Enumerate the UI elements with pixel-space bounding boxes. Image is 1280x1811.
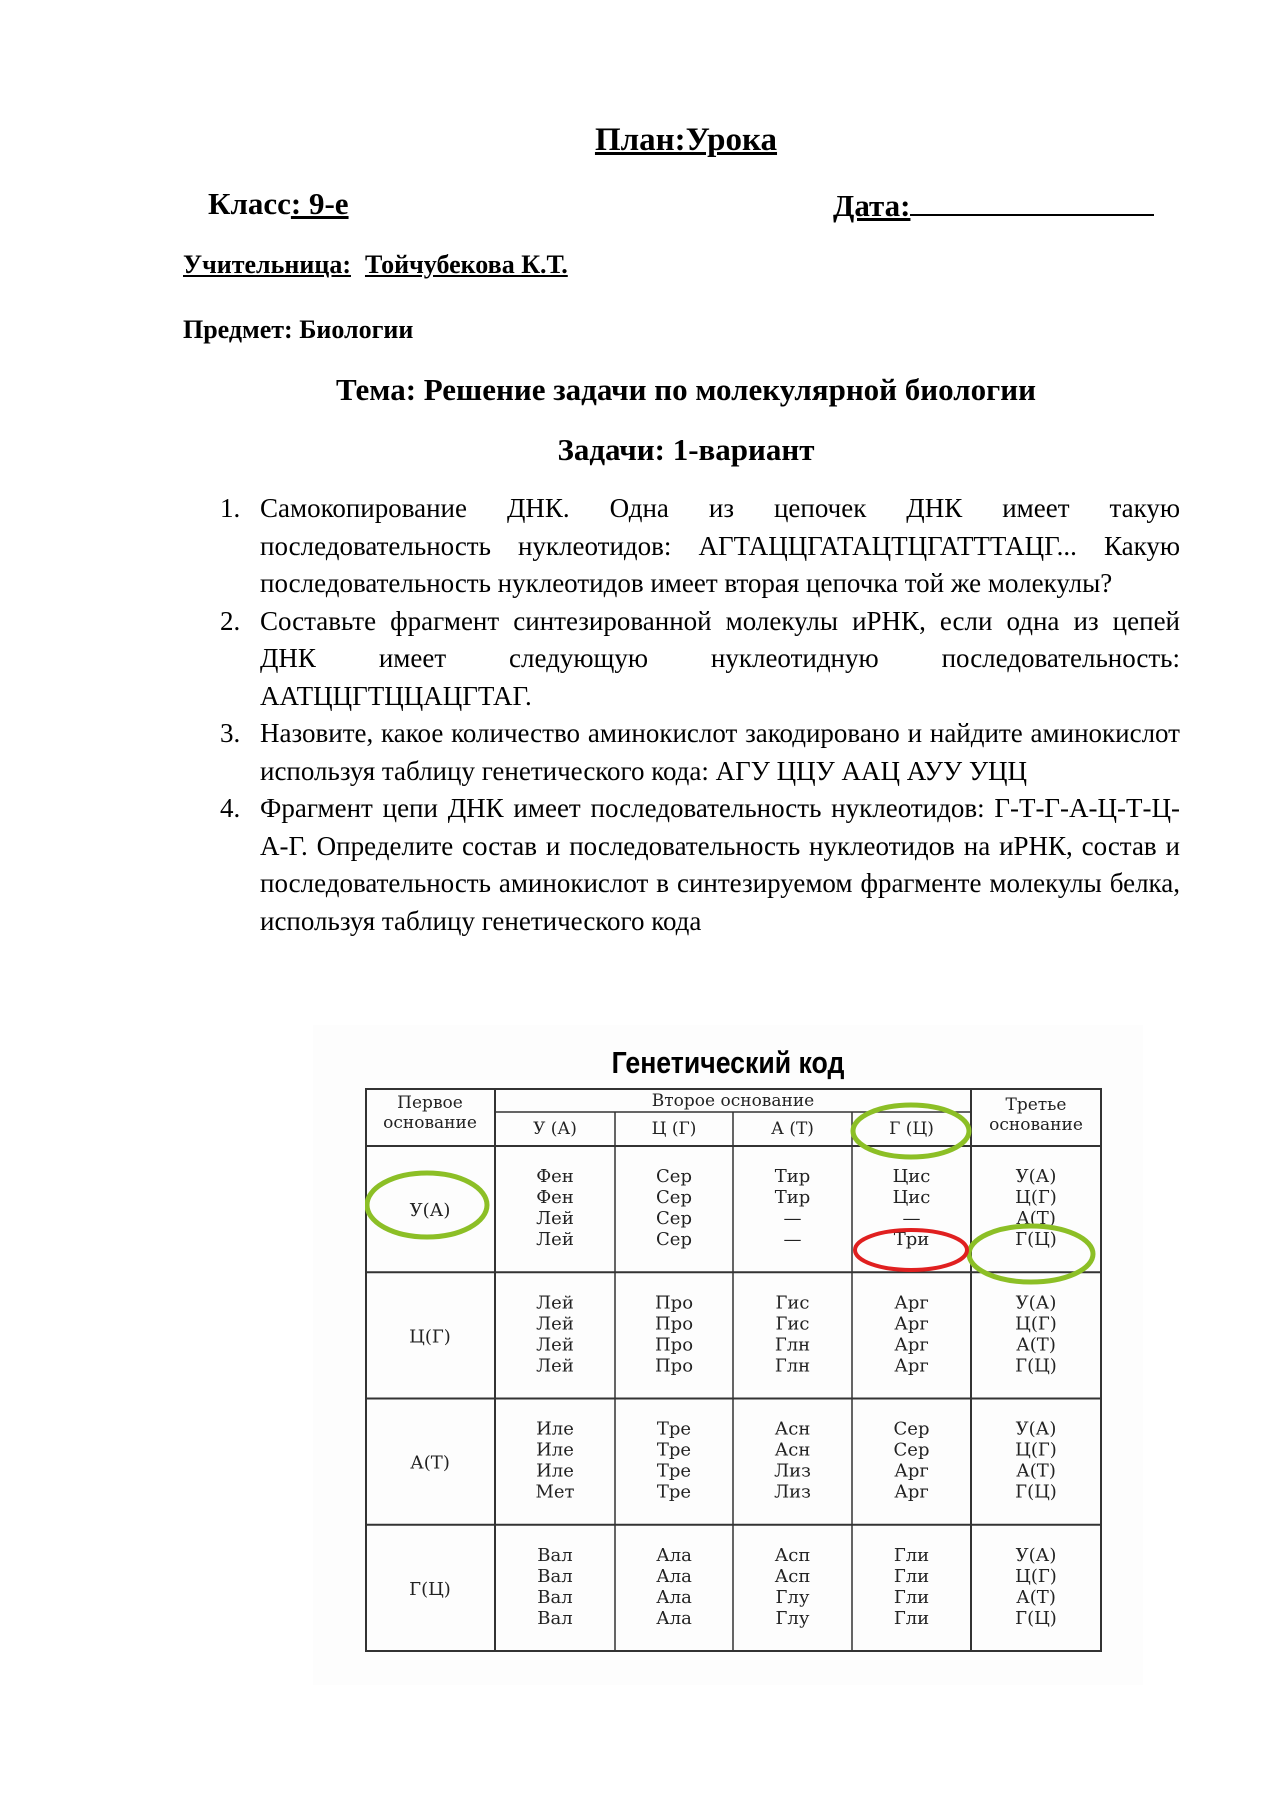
amino-acid-cell: Мет [535, 1481, 575, 1503]
task-number: 3. [220, 718, 241, 748]
amino-acid-cell: Гли [893, 1607, 930, 1629]
amino-acid-cell: Про [654, 1355, 694, 1377]
amino-acid-cell: Глу [775, 1586, 810, 1608]
task-item-4 [220, 790, 1180, 940]
amino-acid-cell: Цис [892, 1166, 931, 1187]
genetic-code-figure [313, 1025, 1143, 1685]
amino-acid-cell: Три [893, 1229, 930, 1250]
amino-acid-cell: Фен [536, 1187, 574, 1208]
task-text: Фрагмент цепи ДНК имеет последовательность нуклеотидов: Г-Т-Г-А-Ц-Т-Ц-А-Г. Определите состав и последовательность нуклеотидов на иРНК, состав и последовательность аминокислот в синтезируемом фрагменте молекулы белка, используя таблицу генетического кода [260, 793, 1180, 936]
task-number: 2. [220, 605, 241, 636]
amino-acid-cell: Лей [536, 1355, 574, 1377]
task-number: 4. [220, 793, 241, 823]
third-base-header: основание [989, 1115, 1083, 1135]
third-base-label: Ц(Г) [1015, 1187, 1057, 1208]
amino-acid-cell: Асн [774, 1439, 811, 1461]
second-base-label: Ц (Г) [651, 1119, 697, 1139]
amino-acid-cell: Гис [775, 1313, 810, 1335]
amino-acid-cell: Арг [894, 1355, 929, 1377]
amino-acid-cell: Фен [536, 1166, 574, 1187]
amino-acid-cell: Арг [894, 1460, 929, 1482]
amino-acid-cell: Арг [894, 1334, 929, 1356]
amino-acid-cell: Глн [774, 1355, 811, 1377]
third-base-header: Третье [1005, 1095, 1067, 1115]
amino-acid-cell: Лиз [774, 1460, 811, 1482]
third-base-label: Ц(Г) [1015, 1565, 1057, 1587]
third-base-label: Г(Ц) [1015, 1229, 1057, 1250]
lesson-theme: Тема: Решение задачи по молекулярной биологии [336, 372, 1036, 407]
third-base-label: Г(Ц) [1015, 1355, 1057, 1377]
second-base-label: У (А) [533, 1119, 577, 1139]
genetic-code-table [365, 1088, 1103, 1653]
second-base-label: А (Т) [771, 1119, 814, 1139]
amino-acid-cell: Гли [893, 1565, 930, 1587]
amino-acid-cell: Лей [536, 1229, 574, 1250]
amino-acid-cell: Иле [536, 1460, 574, 1482]
amino-acid-cell: Арг [894, 1481, 929, 1503]
amino-acid-cell: Вал [537, 1586, 573, 1608]
genetic-code-title: Генетический код [611, 1045, 845, 1080]
amino-acid-cell: — [783, 1229, 802, 1250]
tasks-heading: Задачи: 1-вариант [557, 432, 815, 467]
third-base-label: Ц(Г) [1015, 1313, 1057, 1335]
date-label: Дата: [833, 188, 911, 223]
task-item-1 [220, 490, 1180, 603]
task-text: Составьте фрагмент синтезированной молекулы иРНК, если одна из цепей ДНК имеет следующую нуклеотидную последовательность: ААТЦЦГТЦЦАЦГТАГ. [260, 605, 1180, 711]
second-base-header: Второе основание [651, 1091, 815, 1111]
amino-acid-cell: Лиз [774, 1481, 811, 1503]
third-base-label: А(Т) [1016, 1334, 1056, 1356]
task-item-3 [220, 715, 1180, 790]
amino-acid-cell: Иле [536, 1439, 574, 1461]
amino-acid-cell: Сер [656, 1166, 692, 1187]
amino-acid-cell: Про [654, 1334, 694, 1356]
task-list [220, 490, 1180, 940]
task-text: Назовите, какое количество аминокислот закодировано и найдите аминокислот используя таблицу генетического кода: АГУ ЦЦУ ААЦ АУУ УЦЦ [260, 718, 1180, 786]
amino-acid-cell: Цис [892, 1187, 931, 1208]
amino-acid-cell: Тре [656, 1439, 692, 1461]
third-base-label: Г(Ц) [1015, 1607, 1057, 1629]
third-base-label: А(Т) [1016, 1586, 1056, 1608]
subject-field: Предмет: Биологии [183, 315, 414, 344]
teacher-field [183, 250, 568, 280]
amino-acid-cell: Вал [537, 1607, 573, 1629]
third-base-label: У(А) [1015, 1292, 1057, 1314]
amino-acid-cell: Тре [656, 1460, 692, 1482]
amino-acid-cell: Арг [894, 1292, 929, 1314]
amino-acid-cell: Лей [536, 1334, 574, 1356]
task-number: 1. [220, 493, 241, 523]
amino-acid-cell: — [783, 1208, 802, 1229]
class-value: : 9-е [290, 186, 349, 221]
third-base-label: У(А) [1015, 1544, 1057, 1566]
first-base-header: основание [383, 1113, 477, 1133]
class-field [208, 186, 349, 222]
amino-acid-cell: Гли [893, 1586, 930, 1608]
third-base-label: А(Т) [1016, 1460, 1056, 1482]
amino-acid-cell: Глн [774, 1334, 811, 1356]
amino-acid-cell: Ала [656, 1565, 692, 1587]
first-base-label: А(Т) [410, 1452, 450, 1474]
amino-acid-cell: Сер [893, 1418, 930, 1440]
amino-acid-cell: — [902, 1208, 921, 1229]
task-item-2 [220, 603, 1180, 716]
amino-acid-cell: Сер [656, 1229, 692, 1250]
first-base-label: Ц(Г) [409, 1326, 451, 1348]
amino-acid-cell: Сер [656, 1187, 692, 1208]
amino-acid-cell: Ала [656, 1607, 692, 1629]
amino-acid-cell: Гли [893, 1544, 930, 1566]
third-base-label: Ц(Г) [1015, 1439, 1057, 1461]
task-text: Самокопирование ДНК. Одна из цепочек ДНК имеет такую последовательность нуклеотидов: АГТАЦЦГАТАЦТЦГАТТТАЦГ... Какую последовательность нуклеотидов имеет вторая цепочка той же молекулы? [260, 493, 1180, 598]
date-field [833, 186, 1154, 224]
amino-acid-cell: Асп [774, 1544, 811, 1566]
teacher-name: Тойчубекова К.Т. [364, 250, 568, 279]
third-base-label: Г(Ц) [1015, 1481, 1057, 1503]
first-base-label: Г(Ц) [409, 1578, 451, 1600]
amino-acid-cell: Асп [774, 1565, 811, 1587]
amino-acid-cell: Тир [774, 1166, 811, 1187]
amino-acid-cell: Вал [537, 1544, 573, 1566]
amino-acid-cell: Вал [537, 1565, 573, 1587]
amino-acid-cell: Сер [893, 1439, 930, 1461]
date-blank-line [910, 186, 1154, 216]
amino-acid-cell: Ала [656, 1544, 692, 1566]
teacher-label: Учительница: [183, 250, 351, 279]
amino-acid-cell: Тир [774, 1187, 811, 1208]
amino-acid-cell: Лей [536, 1208, 574, 1229]
amino-acid-cell: Про [654, 1292, 694, 1314]
amino-acid-cell: Гис [775, 1292, 810, 1314]
amino-acid-cell: Тре [656, 1418, 692, 1440]
third-base-label: У(А) [1015, 1418, 1057, 1440]
amino-acid-cell: Лей [536, 1313, 574, 1335]
amino-acid-cell: Иле [536, 1418, 574, 1440]
second-base-label: Г (Ц) [889, 1119, 934, 1139]
class-label: Класс [208, 186, 291, 221]
third-base-label: У(А) [1015, 1166, 1057, 1187]
page-title: План:Урока [594, 122, 778, 158]
first-base-header: Первое [397, 1093, 463, 1113]
third-base-label: А(Т) [1016, 1208, 1056, 1229]
amino-acid-cell: Тре [656, 1481, 692, 1503]
amino-acid-cell: Лей [536, 1292, 574, 1314]
amino-acid-cell: Ала [656, 1586, 692, 1608]
first-base-label: У(А) [409, 1200, 451, 1222]
amino-acid-cell: Глу [775, 1607, 810, 1629]
amino-acid-cell: Сер [656, 1208, 692, 1229]
amino-acid-cell: Про [654, 1313, 694, 1335]
amino-acid-cell: Асн [774, 1418, 811, 1440]
amino-acid-cell: Арг [894, 1313, 929, 1335]
